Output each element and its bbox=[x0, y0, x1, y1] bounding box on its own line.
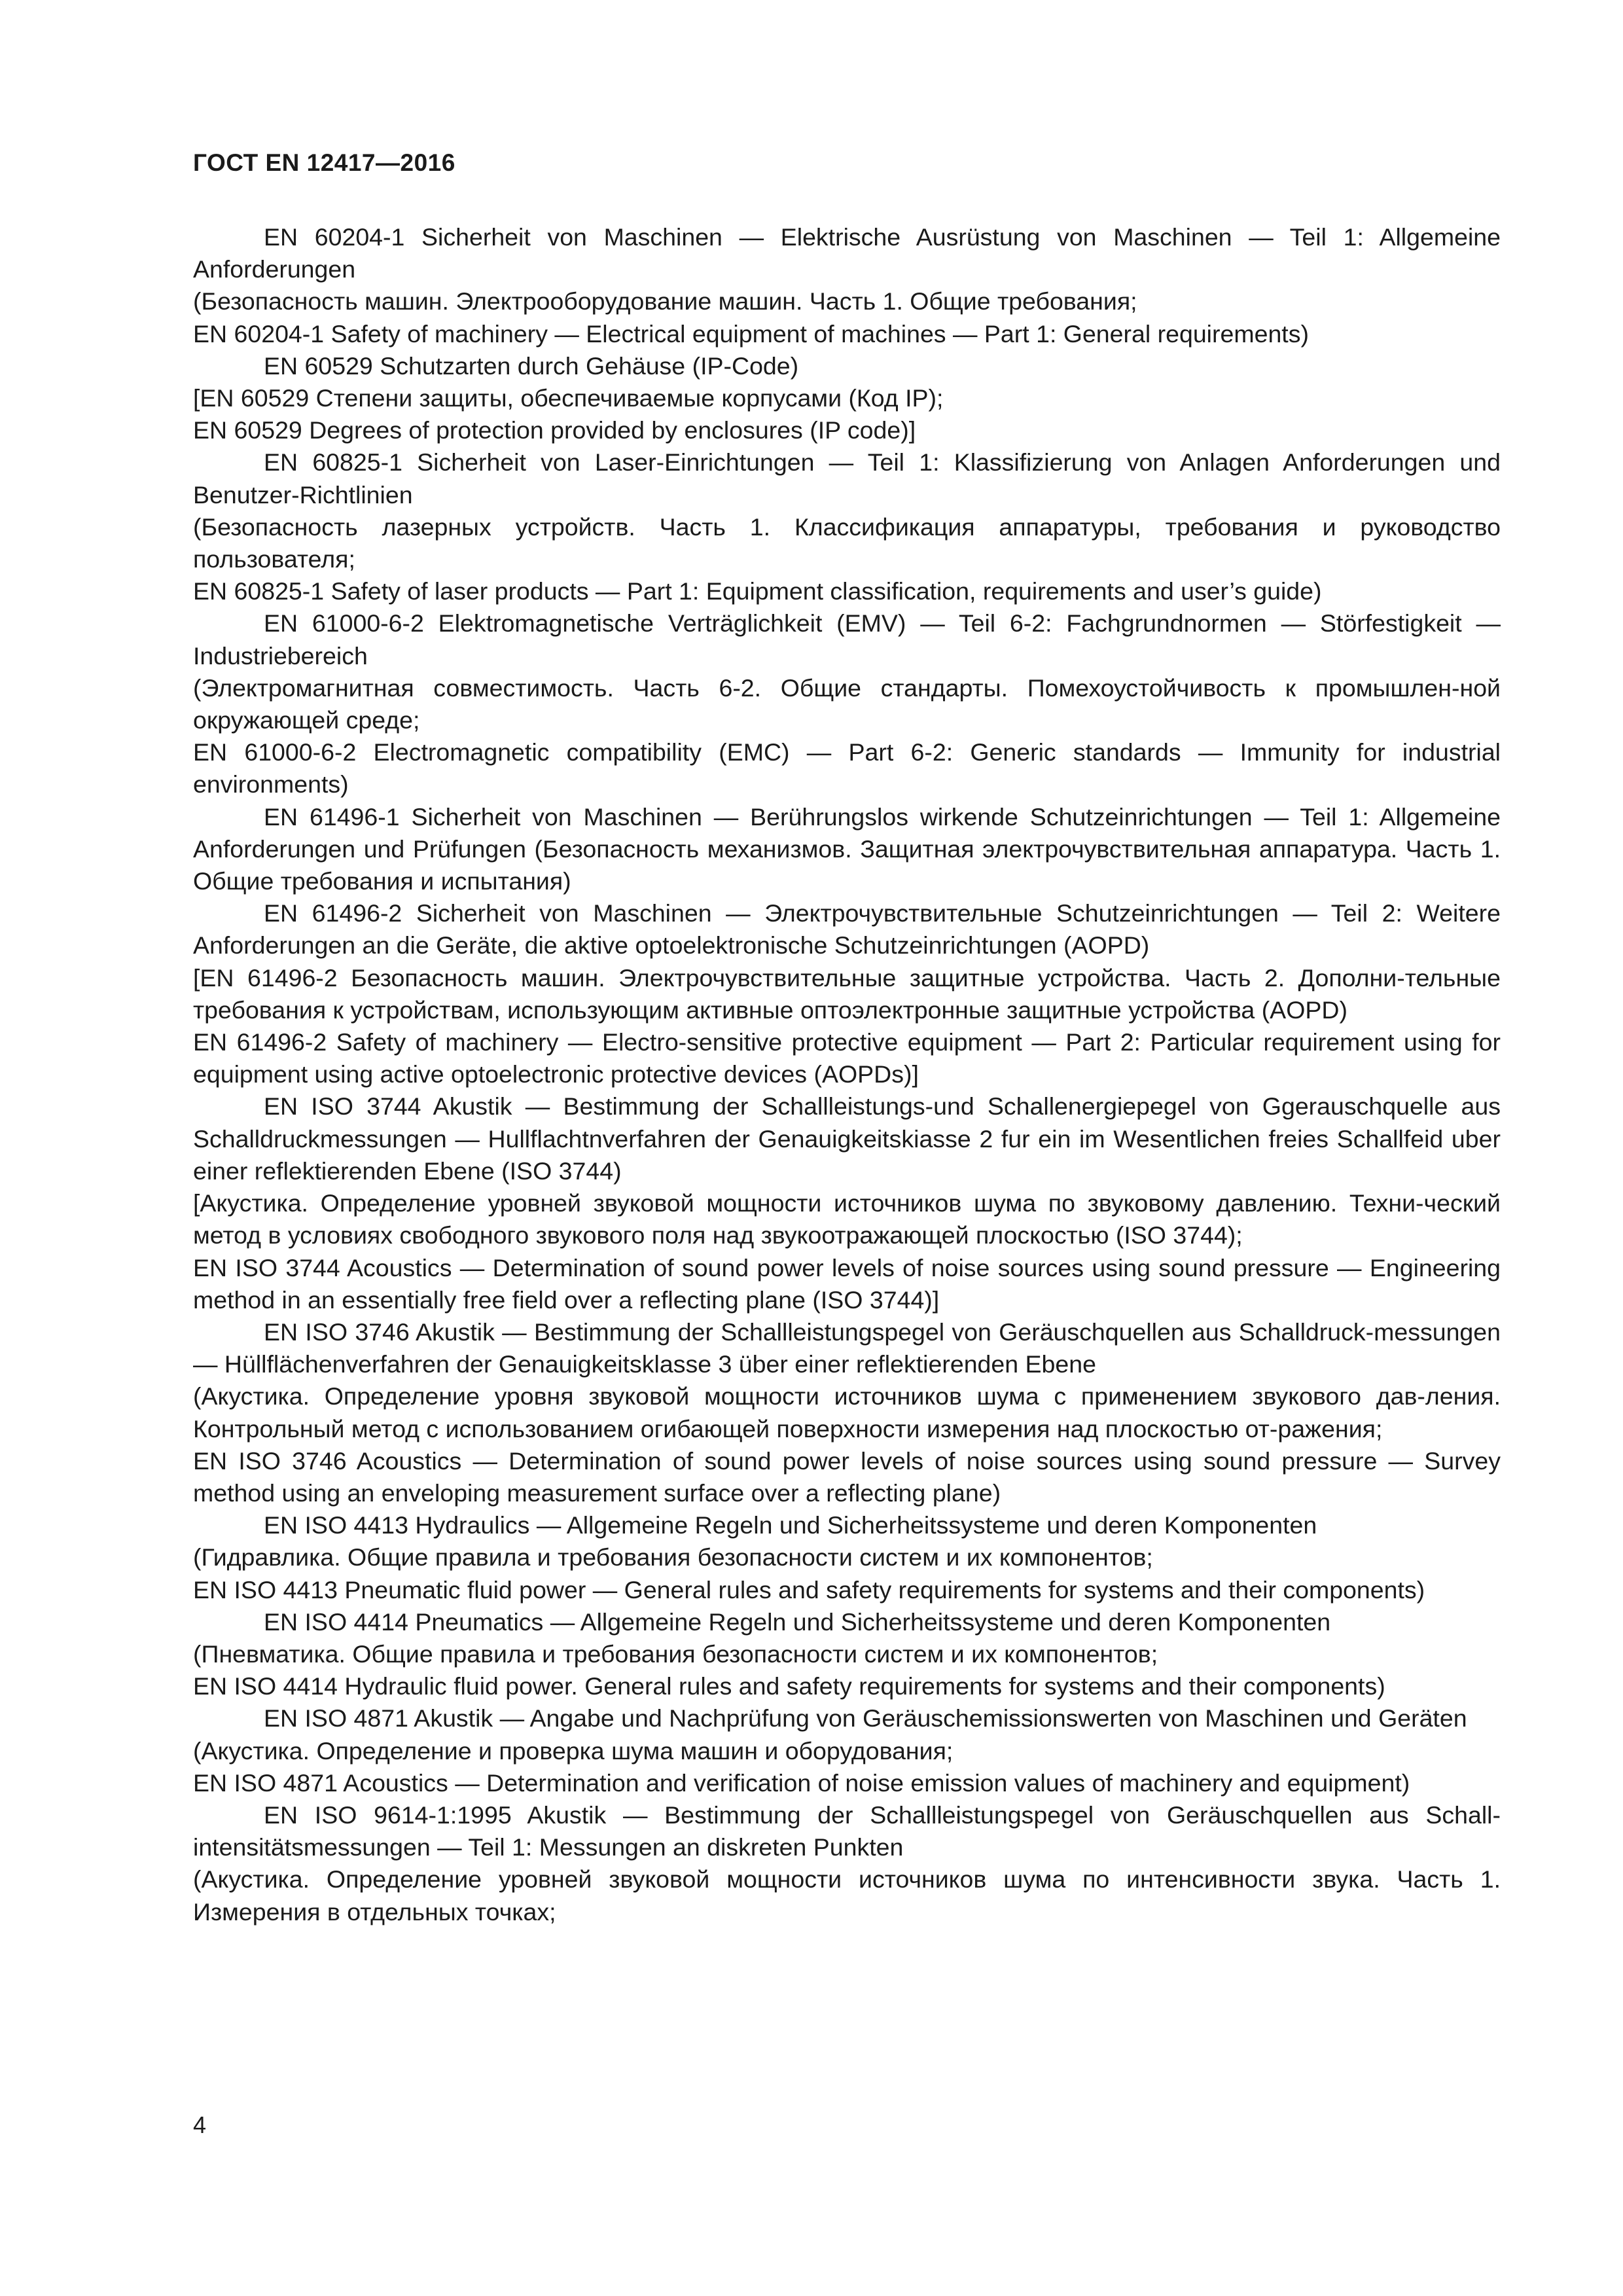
reference-paragraph: EN 60529 Schutzarten durch Gehäuse (IP-Code) bbox=[264, 351, 799, 380]
reference-paragraph: (Безопасность машин. Электрооборудование машин. Часть 1. Общие требования; bbox=[193, 287, 1137, 315]
reference-paragraph: EN ISO 4871 Acoustics — Determination and verification of noise emission values of machinery and equipment) bbox=[193, 1768, 1410, 1797]
page-number: 4 bbox=[193, 2111, 207, 2138]
document-body bbox=[193, 221, 1501, 1928]
reference-paragraph: EN ISO 3744 Acoustics — Determination of sound power levels of noise sources using sound pressure — Engineering method in an essentially free field over a reflecting plane (ISO 3744)] bbox=[193, 1253, 1501, 1314]
reference-paragraph: EN ISO 3744 Akustik — Bestimmung der Schallleistungs-und Schallenergiepegel von Ggerauschquelle aus Schalldruckmessungen — Hullflachtnverfahren der Genauigkeitskiasse 2 fur ein im Wesentlichen freies Schallfeid uber einer reflektierenden Ebene (ISO 3744) bbox=[193, 1092, 1501, 1185]
reference-paragraph: (Пневматика. Общие правила и требования безопасности систем и их компонентов; bbox=[193, 1640, 1158, 1668]
reference-paragraph: [EN 60529 Степени защиты, обеспечиваемые корпусами (Код IP); bbox=[193, 384, 944, 412]
reference-paragraph: [EN 61496-2 Безопасность машин. Электрочувствительные защитные устройства. Часть 2. Дополни-тельные требования к устройствам, использующим активные оптоэлектронные защитные устройства (AOPD) bbox=[193, 963, 1501, 1024]
reference-paragraph: EN 61000-6-2 Elektromagnetische Verträglichkeit (EMV) — Teil 6-2: Fachgrundnormen — Störfestigkeit — Industriebereich bbox=[193, 609, 1501, 670]
reference-paragraph: EN 60529 Degrees of protection provided by enclosures (IP code)] bbox=[193, 416, 916, 444]
reference-paragraph: EN ISO 9614-1:1995 Akustik — Bestimmung der Schallleistungspegel von Geräuschquellen aus Schall-intensitätsmessungen — Teil 1: Messungen an diskreten Punkten bbox=[193, 1801, 1501, 1861]
reference-paragraph: (Акустика. Определение уровня звуковой мощности источников шума с применением звукового дав-ления. Контрольный метод с использованием огибающей поверхности измерения над плоскостью от-ражения; bbox=[193, 1382, 1501, 1443]
reference-paragraph: (Акустика. Определение уровней звуковой мощности источников шума по интенсивности звука. Часть 1. Измерения в отдельных точках; bbox=[193, 1865, 1501, 1926]
reference-paragraph: EN 61496-2 Safety of machinery — Electro-sensitive protective equipment — Part 2: Particular requirement using for equipment using active optoelectronic protective devices (AOPDs)] bbox=[193, 1028, 1501, 1088]
reference-paragraph: EN ISO 4413 Hydraulics — Allgemeine Regeln und Sicherheitssysteme und deren Komponenten bbox=[264, 1511, 1317, 1539]
reference-paragraph: (Акустика. Определение и проверка шума машин и оборудования; bbox=[193, 1736, 954, 1765]
reference-paragraph: EN 60204-1 Sicherheit von Maschinen — Elektrische Ausrüstung von Maschinen — Teil 1: Allgemeine Anforderungen bbox=[193, 223, 1501, 283]
reference-paragraph: EN ISO 4413 Pneumatic fluid power — General rules and safety requirements for systems and their components) bbox=[193, 1575, 1425, 1604]
reference-paragraph: (Гидравлика. Общие правила и требования безопасности систем и их компонентов; bbox=[193, 1543, 1153, 1571]
reference-paragraph: (Электромагнитная совместимость. Часть 6-2. Общие стандарты. Помехоустойчивость к промышлен-ной окружающей среде; bbox=[193, 673, 1501, 734]
reference-paragraph: EN 60825-1 Sicherheit von Laser-Einrichtungen — Teil 1: Klassifizierung von Anlagen Anforderungen und Benutzer-Richtlinien bbox=[193, 448, 1501, 509]
reference-paragraph: EN 61496-1 Sicherheit von Maschinen — Berührungslos wirkende Schutzeinrichtungen — Teil 1: Allgemeine Anforderungen und Prüfungen (Безопасность механизмов. Защитная электрочувствительная аппаратура. Часть 1. Общие требования и испытания) bbox=[193, 802, 1501, 895]
reference-paragraph: EN ISO 3746 Acoustics — Determination of sound power levels of noise sources using sound pressure — Survey method using an enveloping measurement surface over a reflecting plane) bbox=[193, 1446, 1501, 1507]
reference-paragraph: EN ISO 3746 Akustik — Bestimmung der Schallleistungspegel von Geräuschquellen aus Schalldruck-messungen — Hüllflächenverfahren der Genauigkeitsklasse 3 über einer reflektierenden Ebene bbox=[193, 1318, 1501, 1378]
reference-paragraph: EN 60204-1 Safety of machinery — Electrical equipment of machines — Part 1: General requirements) bbox=[193, 319, 1309, 348]
reference-paragraph: (Безопасность лазерных устройств. Часть 1. Классификация аппаратуры, требования и руководство пользователя; bbox=[193, 512, 1501, 573]
reference-paragraph: EN 60825-1 Safety of laser products — Part 1: Equipment classification, requirements and user’s guide) bbox=[193, 577, 1322, 605]
reference-paragraph: EN ISO 4414 Hydraulic fluid power. General rules and safety requirements for systems and their components) bbox=[193, 1672, 1385, 1700]
reference-paragraph: EN ISO 4871 Akustik — Angabe und Nachprüfung von Geräuschemissionswerten von Maschinen und Geräten bbox=[264, 1704, 1467, 1732]
reference-paragraph: [Акустика. Определение уровней звуковой мощности источников шума по звуковому давлению. Техни-ческий метод в условиях свободного звукового поля над звукоотражающей плоскостью (ISO 3744); bbox=[193, 1189, 1501, 1249]
reference-paragraph: EN ISO 4414 Pneumatics — Allgemeine Regeln und Sicherheitssysteme und deren Komponenten bbox=[264, 1607, 1331, 1636]
reference-paragraph: EN 61000-6-2 Electromagnetic compatibility (EMC) — Part 6-2: Generic standards — Immunity for industrial environments) bbox=[193, 738, 1501, 798]
reference-paragraph: EN 61496-2 Sicherheit von Maschinen — Электрочувствительные Schutzeinrichtungen — Teil 2: Weitere Anforderungen an die Geräte, die aktive optoelektronische Schutzeinrichtungen (AOPD) bbox=[193, 899, 1501, 960]
document-header-title: ГОСТ EN 12417—2016 bbox=[193, 149, 455, 176]
